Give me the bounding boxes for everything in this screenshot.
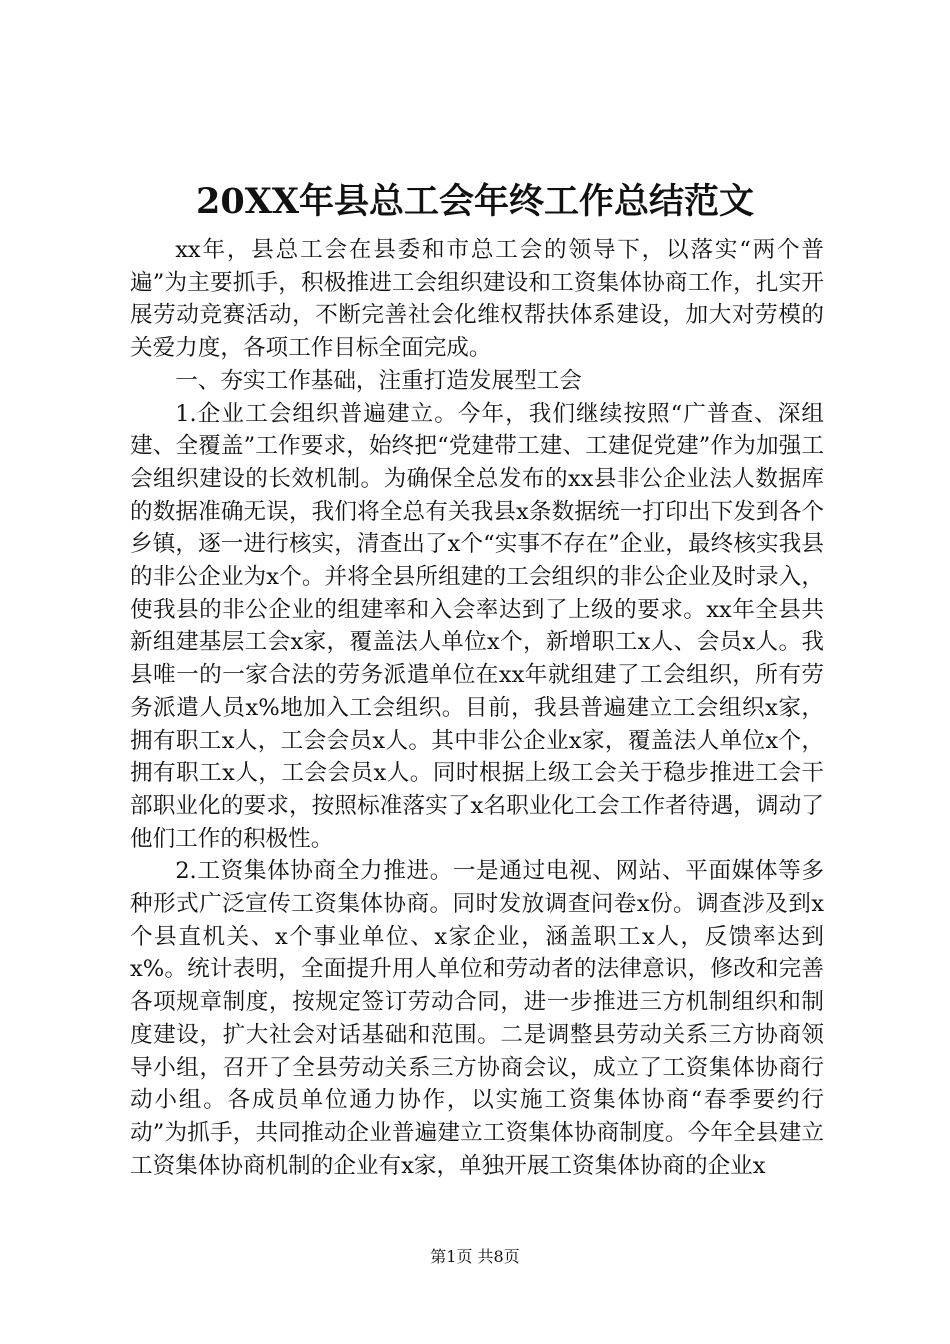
body-paragraph: 1.企业工会组织普遍建立。今年，我们继续按照“广普查、深组建、全覆盖”工作要求，始终把“党建带工建、工建促党建”作为加强工会组织建设的长效机制。为确保全总发布的xx县非公企业法人数据库的数据准确无误，我们将全总有关我县x条数据统一打印出下发到各个乡镇，逐一进行核实，清查出了x个“实事不存在”企业，最终核实我县的非公企业为x个。并将全县所组建的工会组织的非公企业及时录入，使我县的非公企业的组建率和入会率达到了上级的要求。xx年全县共新组建基层工会x家，覆盖法人单位x个，新增职工x人、会员x人。我县唯一的一家合法的劳务派遣单位在xx年就组建了工会组织，所有劳务派遣人员x%地加入工会组织。目前，我县普遍建立工会组织x家，拥有职工x人，工会会员x人。其中非公企业x家，覆盖法人单位x个，拥有职工x人，工会会员x人。同时根据上级工会关于稳步推进工会干部职业化的要求，按照标准落实了x名职业化工会工作者待遇，调动了他们工作的积极性。: [130, 400, 824, 852]
page-footer: 第1页 共8页: [430, 1247, 520, 1266]
intro-paragraph: xx年，县总工会在县委和市总工会的领导下，以落实“两个普遍”为主要抓手，积极推进工会组织建设和工资集体协商工作，扎实开展劳动竞赛活动，不断完善社会化维权帮扶体系建设，加大对劳模的关爱力度，各项工作目标全面完成。: [130, 237, 824, 362]
document-title: 20XX年县总工会年终工作总结范文: [195, 181, 755, 222]
body-paragraph: 2.工资集体协商全力推进。一是通过电视、网站、平面媒体等多种形式广泛宣传工资集体协商。同时发放调查问卷x份。调查涉及到x个县直机关、x个事业单位、x家企业，涵盖职工x人，反馈率达到x%。统计表明，全面提升用人单位和劳动者的法律意识，修改和完善各项规章制度，按规定签订劳动合同，进一步推进三方机制组织和制度建设，扩大社会对话基础和范围。二是调整县劳动关系三方协商领导小组，召开了全县劳动关系三方协商会议，成立了工资集体协商行动小组。各成员单位通力协作，以实施工资集体协商“春季要约行动”为抓手，共同推动企业普遍建立工资集体协商制度。今年全县建立工资集体协商机制的企业有x家，单独开展工资集体协商的企业x: [130, 858, 824, 1179]
section-heading: 一、夯实工作基础，注重打造发展型工会: [175, 367, 582, 394]
document-body: [130, 234, 824, 1182]
